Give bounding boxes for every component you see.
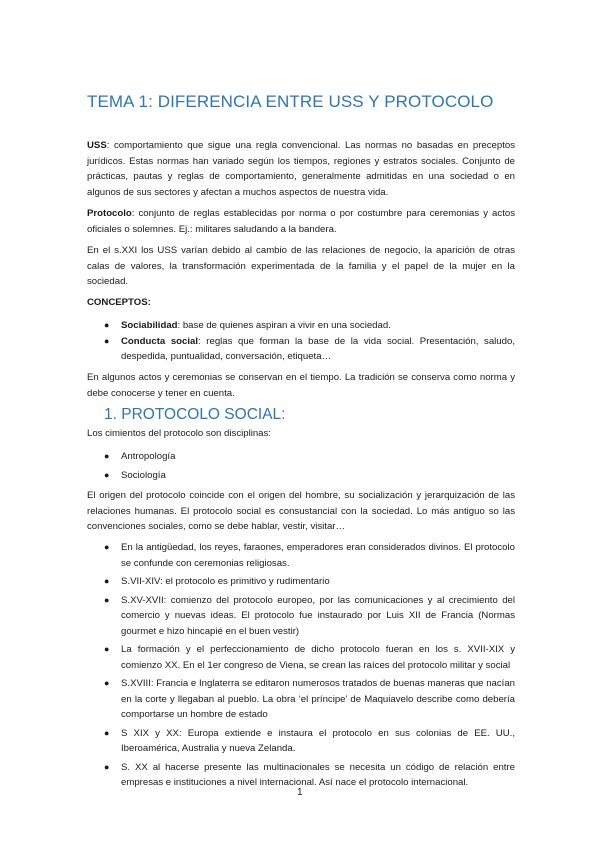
list-item [87, 676, 515, 723]
conceptos-list [87, 318, 515, 365]
list-item [87, 760, 515, 791]
uss-definition [87, 138, 515, 200]
list-item [87, 574, 515, 590]
conceptos-heading [87, 295, 515, 311]
list-item-text: S.VII-XIV: el protocolo es primitivo y rudimentario [121, 576, 330, 587]
disciplinas-list [87, 449, 515, 483]
bullet-icon: ● [104, 678, 110, 688]
document-title: TEMA 1: DIFERENCIA ENTRE USS Y PROTOCOLO [87, 92, 494, 111]
bullet-icon: ● [104, 335, 110, 346]
bullet-icon: ● [104, 761, 110, 772]
bullet-icon: ● [104, 542, 110, 552]
list-item-text: S.XV-XVII: comienzo del protocolo europeo, por las comunicaciones y al crecimiento del comercio y nuevas ideas. El protocolo fue instaurado por Luis XII de Francia (Normas gourmet e hizo hincapié en el buen vestir) [121, 594, 515, 637]
list-item [87, 593, 515, 640]
concept-term: Conducta social [121, 335, 199, 347]
protocolo-text: : conjunto de reglas establecidas por norma o por costumbre para ceremonias y actos oficiales o solemnes. Ej.: militares saludando a la bandera. [87, 208, 515, 235]
section-heading: 1. PROTOCOLO SOCIAL: [104, 406, 286, 423]
list-item-text: S.XVIII: Francia e Inglaterra se editaron numerosos tratados de buenas maneras que nacían en la corte y llegaban al pueblo. La obra ‘el príncipe’ de Maquiavelo describe como debería comportarse un hombre de estado [121, 678, 515, 720]
list-item-text: S. XX al hacerse presente las multinacionales se necesita un código de relación entre empresas e instituciones a nivel internacional. Así nace el protocolo internacional. [121, 761, 515, 788]
historia-list [87, 540, 515, 794]
uss-term: USS [87, 140, 107, 151]
list-item [87, 318, 515, 334]
list-item-text: La formación y el perfeccionamiento de dicho protocolo fueran en los s. XVII-XIX y comienzo XX. En el 1er congreso de Viena, se crean las raíces del protocolo militar y social [121, 644, 515, 671]
bullet-icon: ● [104, 576, 110, 586]
concept-text: : base de quienes aspiran a vivir en una sociedad. [177, 320, 391, 331]
tradicion-paragraph: En algunos actos y ceremonias se conservan en el tiempo. La tradición se conserva como norma y debe conocerse y tener en cuenta. [87, 372, 515, 399]
list-item [87, 726, 515, 757]
list-item-text: Antropología [121, 451, 176, 462]
page-number: 1 [297, 787, 303, 798]
concept-text: : reglas que forman la base de la vida social. Presentación, saludo, despedida, puntualidad, conversación, etiqueta… [121, 335, 515, 362]
protocolo-definition [87, 206, 515, 237]
list-item [87, 540, 515, 571]
bullet-icon: ● [104, 727, 110, 738]
sxxi-paragraph: En el s.XXI los USS varían debido al cambio de las relaciones de negocio, la aparición de otras calas de valores, la transformación experimentada de la familia y el papel de la mujer en la sociedad. [87, 245, 515, 287]
bullet-icon: ● [104, 469, 110, 480]
bullet-icon: ● [104, 644, 110, 654]
list-item [87, 334, 515, 365]
origen-paragraph: El origen del protocolo coincide con el origen del hombre, su socialización y jerarquización de las relaciones humanas. El protocolo social es consustancial con la sociedad. Lo más antiguo so las convenciones sociales, como se debe hablar, vestir, visitar… [87, 490, 515, 532]
concept-term: Sociabilidad [121, 320, 178, 331]
protocolo-term: Protocolo [87, 208, 132, 219]
list-item [87, 642, 515, 673]
cimientos-paragraph: Los cimientos del protocolo son disciplinas: [87, 428, 271, 439]
list-item-text: En la antigüedad, los reyes, faraones, emperadores eran considerados divinos. El protocolo se confunde con ceremonias religiosas. [121, 542, 515, 569]
list-item-text: Sociología [121, 469, 166, 481]
list-item [87, 449, 515, 465]
list-item-text: S XIX y XX: Europa extiende e instaura el protocolo en sus colonias de EE. UU., Iberoamérica, Australia y nueva Zelanda. [121, 727, 515, 754]
conceptos-heading-text: CONCEPTOS: [87, 297, 151, 308]
bullet-icon: ● [104, 320, 110, 330]
bullet-icon: ● [104, 594, 110, 605]
bullet-icon: ● [104, 451, 110, 461]
uss-text: : comportamiento que sigue una regla convencional. Las normas no basadas en preceptos jurídicos. Estas normas han variado según los tiempos, regiones y estratos sociales. Conjunto de prácticas, pautas y reglas de comportamiento, generalmente admitidas en una sociedad o en algunos de sus sectores y afectan a muchos aspectos de nuestra vida. [87, 140, 515, 198]
list-item [87, 468, 515, 484]
